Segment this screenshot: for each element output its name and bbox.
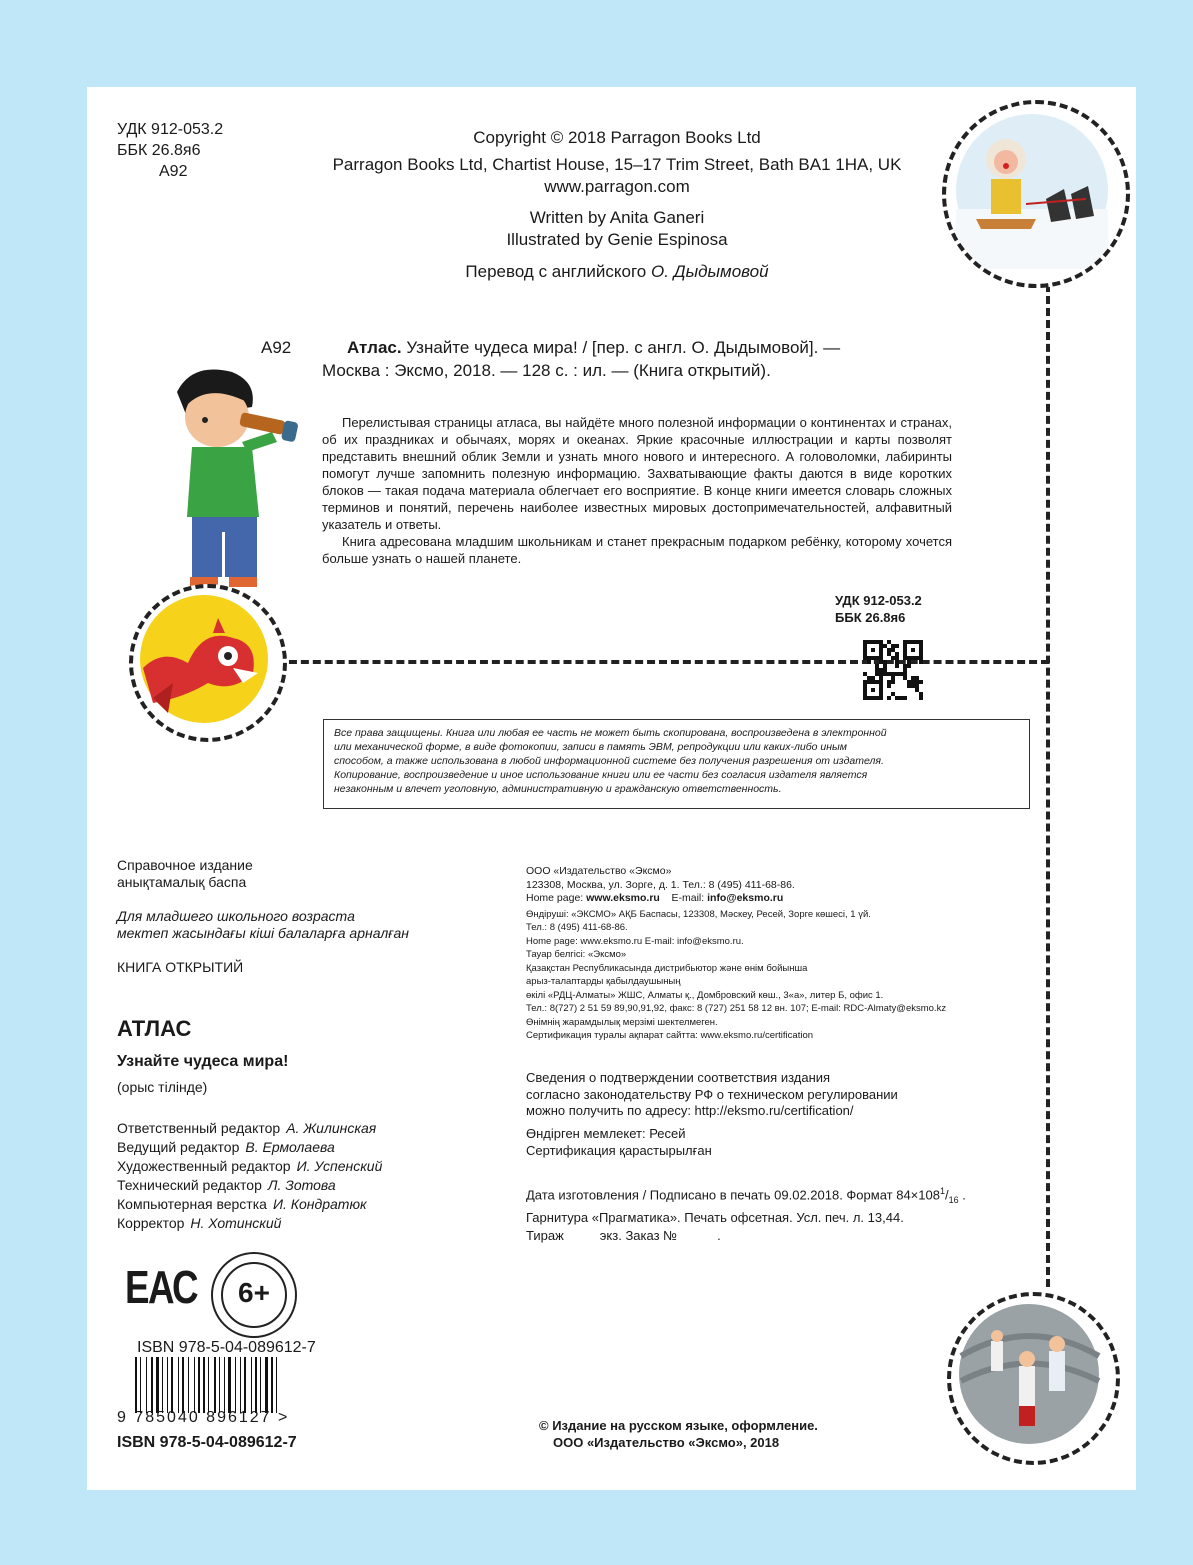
isbn-top: ISBN 978-5-04-089612-7: [137, 1339, 316, 1356]
legal-notice-line: незаконным и влечет уголовную, административную и гражданскую ответственность.: [334, 783, 782, 795]
barcode-bar: [156, 1357, 159, 1413]
qr-module: [879, 696, 883, 700]
kz-manufacturer: Өндіруші: «ЭКСМО» АҚБ Баспасы, 123308, Мәскеу, Ресей, Зорге көшесі, 1 үй.: [526, 908, 871, 920]
barcode-bar: [171, 1357, 173, 1413]
certification-info: [526, 1070, 898, 1120]
catalog-title-rest: Узнайте чудеса мира! / [пер. с англ. О. Дыдымовой]. —: [406, 338, 841, 357]
credit-line: Ответственный редактор А. Жилинская: [117, 1120, 377, 1136]
ancient-city-circle: [947, 1292, 1120, 1465]
country-line: Өндірген мемлекет: Ресей: [526, 1126, 686, 1141]
barcode-bar: [182, 1357, 184, 1413]
publisher-address-line: 123308, Москва, ул. Зорге, д. 1. Тел.: 8 (495) 411-68-86.: [526, 878, 795, 891]
kz-phone: Тел.: 8 (495) 411-68-86.: [526, 922, 628, 933]
manufacture-country: [526, 1126, 712, 1159]
annotation: [322, 414, 952, 567]
credit-line: Технический редактор Л. Зотова: [117, 1177, 336, 1193]
legal-notice-line: Копирование, воспроизведение и иное использование книги или ее части без согласия издателя является: [334, 769, 868, 781]
qr-module: [895, 644, 899, 648]
qr-module: [903, 696, 907, 700]
qr-module: [919, 696, 923, 700]
barcode-bar: [276, 1357, 277, 1413]
age-group-ru: Для младшего школьного возраста: [117, 908, 355, 924]
barcode-bar: [224, 1357, 225, 1413]
barcode-bar: [178, 1357, 179, 1413]
print-details: [526, 1183, 966, 1244]
publisher-contacts: Home page: www.eksmo.ru E-mail: info@eksmo.ru: [526, 892, 784, 904]
catalog-mark: А92: [261, 338, 292, 357]
footer-copyright-2: ООО «Издательство «Эксмо», 2018: [553, 1435, 780, 1450]
kz-contacts: Home page: www.eksmo.ru E-mail: info@eksmo.ru.: [526, 935, 744, 947]
barcode-bar: [151, 1357, 153, 1413]
kz-certification: Сертификация туралы ақпарат сайтта: www.eksmo.ru/certification: [526, 1030, 814, 1041]
publisher-name: ООО «Издательство «Эксмо»: [526, 865, 672, 877]
udk-code: УДК 912-053.2: [117, 121, 224, 138]
certification-line: согласно законодательству РФ о техническом регулировании: [526, 1086, 898, 1102]
author-mark: А92: [159, 163, 188, 180]
barcode-bar: [244, 1357, 246, 1413]
book-subtitle: Узнайте чудеса мира!: [117, 1053, 289, 1070]
barcode-bar: [240, 1357, 241, 1413]
footer-copyright-1: © Издание на русском языке, оформление.: [539, 1418, 818, 1433]
dragon-illustration: [133, 588, 275, 730]
age-group-kz: мектеп жасындағы кіші балаларға арналған: [117, 925, 410, 941]
sled-dogs-circle: [942, 100, 1130, 288]
barcode-bar: [167, 1357, 168, 1413]
certification-line: Сведения о подтверждении соответствия издания: [526, 1070, 831, 1085]
kz-representative: өкілі «РДЦ-Алматы» ЖШС, Алматы қ., Домбровский көш., 3«а», литер Б, офис 1.: [526, 989, 884, 1001]
catalog-title: [347, 337, 840, 359]
editorial-credits: [117, 1119, 382, 1233]
credit-line: Ведущий редактор В. Ермолаева: [117, 1139, 335, 1155]
barcode: [135, 1357, 335, 1413]
barcode-bar: [260, 1357, 261, 1413]
publisher-website: www.parragon.com: [544, 177, 690, 196]
legal-notice-line: Все права защищены. Книга или любая ее часть не может быть скопирована, воспроизведена в электронной: [334, 727, 887, 739]
certification-line: можно получить по адресу: http://eksmo.ru/certification/: [526, 1103, 854, 1118]
boy-telescope-illustration: [147, 362, 317, 602]
dashed-route-horizontal: [277, 660, 1049, 664]
barcode-bar: [255, 1357, 257, 1413]
illustrated-by: Illustrated by Genie Espinosa: [506, 230, 728, 249]
barcode-bar: [203, 1357, 205, 1413]
barcode-bar: [265, 1357, 268, 1413]
barcode-bar: [135, 1357, 137, 1413]
catalog-bbk: ББК 26.8я6: [835, 610, 906, 625]
qr-module: [887, 684, 891, 688]
qr-code: [863, 640, 925, 702]
qr-module: [919, 680, 923, 684]
qr-module: [887, 696, 891, 700]
barcode-bar: [188, 1357, 189, 1413]
barcode-bar: [146, 1357, 147, 1413]
copyright-line: Copyright © 2018 Parragon Books Ltd: [473, 128, 761, 147]
qr-module: [895, 664, 899, 668]
age-rating-badge: [211, 1252, 297, 1338]
credit-line: Компьютерная верстка И. Кондратюк: [117, 1196, 367, 1212]
barcode-bar: [198, 1357, 200, 1413]
qr-module: [867, 660, 871, 664]
barcode-bar: [235, 1357, 236, 1413]
print-run: Тираж экз. Заказ № .: [526, 1227, 721, 1243]
eac-mark: ЕАС: [125, 1261, 197, 1313]
barcode-bar: [271, 1357, 273, 1413]
barcode-bar: [228, 1357, 231, 1413]
qr-module: [871, 648, 875, 652]
kz-distributor: Қазақстан Республикасында дистрибьютор және өнім бойынша: [526, 962, 808, 974]
sled-dogs-illustration: [946, 104, 1118, 276]
catalog-line2: Москва : Эксмо, 2018. — 128 с. : ил. — (Книга открытий).: [322, 361, 771, 380]
age-rating-text: 6+: [238, 1277, 270, 1308]
barcode-bar: [208, 1357, 209, 1413]
print-date-format: Дата изготовления / Подписано в печать 09.02.2018. Формат $84\times 108^1/_{16}$ .: [526, 1186, 966, 1205]
dashed-route-vertical: [1046, 272, 1050, 1287]
qr-module: [919, 660, 923, 664]
qr-module: [871, 688, 875, 692]
kz-rep-contacts: Тел.: 8(727) 2 51 59 89,90,91,92, факс: 8 (727) 251 58 12 вн. 107; E-mail: RDC-Almaty@eksmo.kz: [526, 1003, 947, 1014]
ancient-city-illustration: [951, 1296, 1108, 1453]
barcode-bar: [140, 1357, 141, 1413]
bbk-code: ББК 26.8я6: [117, 142, 201, 159]
credit-line: Корректор Н. Хотинский: [117, 1215, 282, 1231]
legal-notice-box: [323, 719, 1030, 809]
catalog-udk: УДК 912-053.2: [835, 593, 922, 608]
annotation-paragraph-2: Книга адресована младшим школьникам и станет прекрасным подарком ребёнку, которому хочется больше узнать о нашей планете.: [322, 534, 952, 566]
credit-line: Художественный редактор И. Успенский: [117, 1158, 383, 1174]
edition-type-kz: анықтамалық баспа: [117, 874, 247, 890]
qr-module: [891, 680, 895, 684]
translator-name: О. Дыдымовой: [650, 262, 769, 281]
series-name: КНИГА ОТКРЫТИЙ: [117, 959, 244, 975]
print-typeface: Гарнитура «Прагматика». Печать офсетная. Усл. печ. л. 13,44.: [526, 1210, 904, 1226]
annotation-paragraph-1: Перелистывая страницы атласа, вы найдёте много полезной информации о континентах и странах, об их праздниках и обычаях, морях и океанах. Яркие красочные иллюстрации и карты позволят представить внешний облик Земли и узнать много нового и интересного. А головоломки, лабиринты помогут лучше запомнить полезную информацию. Захватывающие факты даются в виде коротких блоков — такая подача материала облегчает его восприятие. В конце книги имеется словарь сложных терминов и понятий, перечень наиболее известных мировых достопримечательностей, алфавитный указатель и ответы.: [322, 415, 952, 532]
kz-claims: арыз-талаптарды қабылдаушының: [526, 976, 681, 987]
isbn-bottom: ISBN 978-5-04-089612-7: [117, 1434, 297, 1451]
book-title: АТЛАС: [117, 1016, 192, 1041]
barcode-bar: [214, 1357, 216, 1413]
page-sheet: [87, 87, 1136, 1490]
barcode-bar: [194, 1357, 195, 1413]
barcode-digits: 9 785040 896127 >: [117, 1409, 290, 1426]
legal-notice-line: способом, а также использована в любой информационной системе без получения разрешения от издателя.: [334, 755, 884, 767]
qr-module: [907, 664, 911, 668]
publisher-info: [526, 865, 1046, 1043]
qr-module: [911, 648, 915, 652]
barcode-bar: [251, 1357, 252, 1413]
certification-note: Сертификация қарастырылған: [526, 1142, 712, 1158]
publisher-address: Parragon Books Ltd, Chartist House, 15–17 Trim Street, Bath BA1 1HA, UK: [332, 155, 902, 174]
kz-shelf-life: Өнімнің жарамдылық мерзімі шектелмеген.: [526, 1016, 718, 1028]
edition-type-ru: Справочное издание: [117, 857, 253, 873]
barcode-bar: [219, 1357, 220, 1413]
language-note: (орыс тілінде): [117, 1079, 208, 1095]
written-by: Written by Anita Ganeri: [529, 208, 705, 227]
translation-label: Перевод с английского: [465, 262, 647, 281]
kz-trademark: Тауар белгісі: «Эксмо»: [526, 949, 627, 960]
legal-notice-line: или механической форме, в виде фотокопии, записи в память ЭВМ, репродукции или каких-либо иным: [334, 741, 847, 753]
barcode-bar: [162, 1357, 163, 1413]
catalog-title-bold: Атлас.: [347, 338, 402, 357]
translation-line: [267, 261, 967, 283]
dragon-circle: [129, 584, 287, 742]
